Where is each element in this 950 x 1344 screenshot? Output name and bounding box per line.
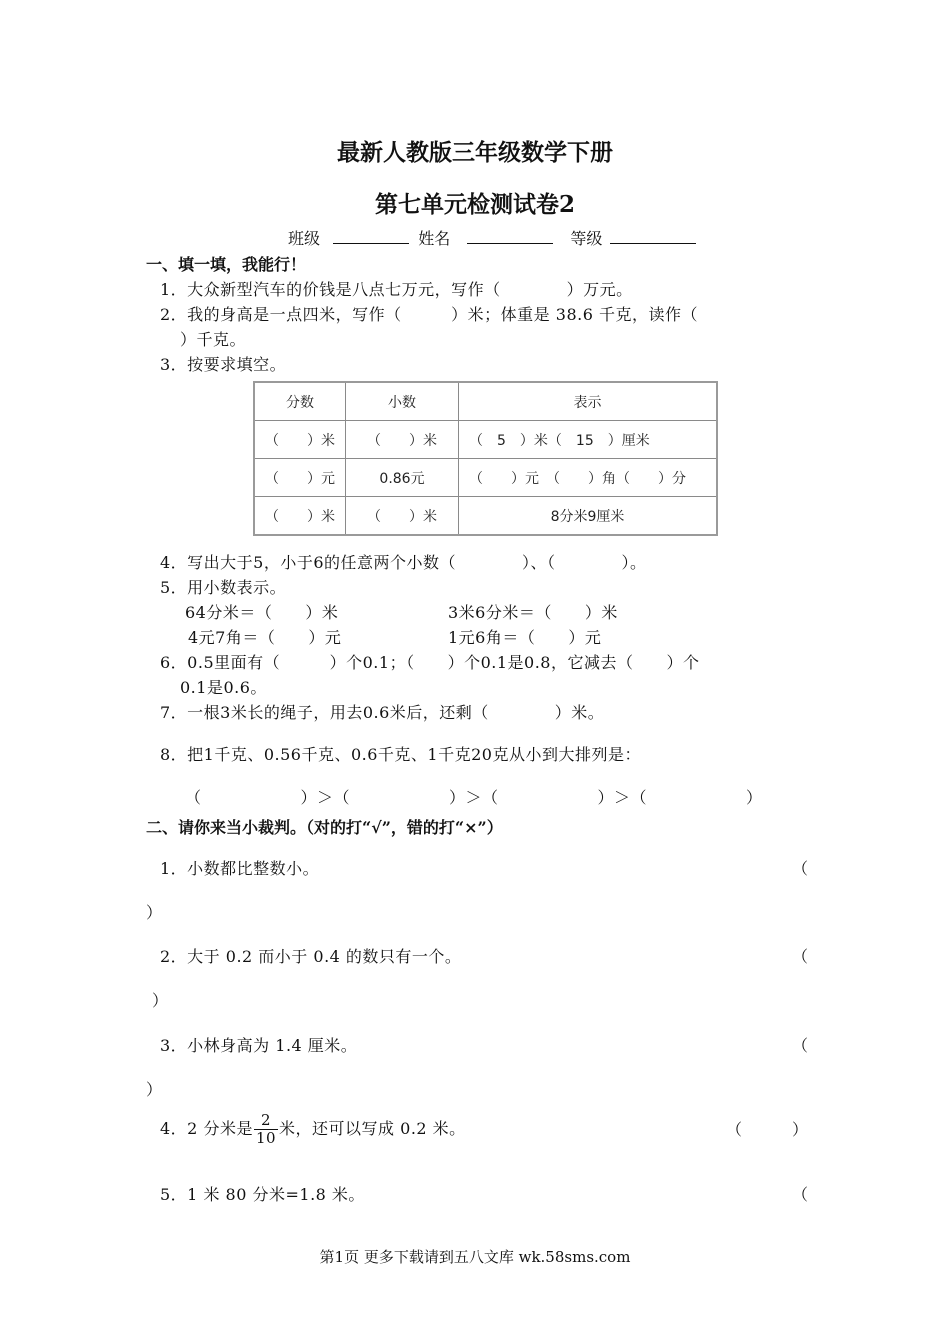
page-subtitle: 第七单元检测试卷2	[374, 191, 575, 218]
judge-1-close-paren: ）	[146, 903, 163, 922]
student-info	[288, 226, 696, 249]
judge-3-open-paren[interactable]: （	[792, 1036, 809, 1055]
question-2-line1: 2．我的身高是一点四米，写作（ ）米；体重是 38.6 千克，读作（	[160, 305, 698, 324]
header-decimal: 小数	[346, 382, 459, 421]
grade-blank[interactable]	[610, 229, 696, 244]
judge-1-open-paren[interactable]: （	[792, 859, 809, 878]
grade-label: 等级	[570, 229, 603, 248]
section1-heading: 一、填一填，我能行！	[146, 255, 307, 274]
fraction-2-10	[254, 1112, 278, 1147]
fraction-numerator: 2	[254, 1112, 278, 1130]
fraction-denominator: 10	[255, 1129, 277, 1147]
conversion-table	[253, 381, 718, 536]
table-cell[interactable]: （ ）米	[346, 421, 459, 459]
judge-2-close-paren: ）	[152, 991, 169, 1010]
judge-question-4	[160, 1108, 466, 1150]
header-fraction: 分数	[254, 382, 346, 421]
question-6-line2: 0.1是0.6。	[180, 678, 267, 697]
section2-heading: 二、请你来当小裁判。（对的打“√”，错的打“×”）	[146, 818, 503, 837]
judge-question-1: 1．小数都比整数小。	[160, 859, 320, 878]
judge-4-prefix: 4．2 分米是	[160, 1119, 253, 1138]
question-8: 8．把1千克、0.56千克、0.6千克、1千克20克从小到大排列是：	[160, 745, 641, 764]
question-5: 5．用小数表示。	[160, 578, 287, 597]
question-1: 1．大众新型汽车的价钱是八点七万元，写作（ ）万元。	[160, 280, 633, 299]
table-cell[interactable]: （ ）元	[254, 459, 346, 497]
table-cell[interactable]: （ ）米	[254, 421, 346, 459]
table-cell[interactable]: （ ）米	[254, 497, 346, 536]
judge-4-suffix: 米，还可以写成 0.2 米。	[279, 1119, 466, 1138]
table-header-row	[254, 382, 717, 421]
question-2-line2: ）千克。	[180, 330, 247, 349]
judge-4-paren[interactable]: （ ）	[726, 1120, 809, 1139]
question-8-answer[interactable]: （ ）＞（ ）＞（ ）＞（ ）	[185, 788, 763, 807]
judge-question-2: 2．大于 0.2 而小于 0.4 的数只有一个。	[160, 947, 462, 966]
question-3: 3．按要求填空。	[160, 355, 287, 374]
judge-2-open-paren[interactable]: （	[792, 947, 809, 966]
question-5c: 4元7角＝（ ）元	[188, 628, 342, 647]
judge-question-3: 3．小林身高为 1.4 厘米。	[160, 1036, 358, 1055]
question-6-line1: 6．0.5里面有（ ）个0.1；（ ）个0.1是0.8，它减去（ ）个	[160, 653, 700, 672]
name-label: 姓名	[418, 229, 451, 248]
table-row	[254, 497, 717, 536]
table-cell: 8分米9厘米	[459, 497, 718, 536]
question-4: 4．写出大于5，小于6的任意两个小数（ ）、（ ）。	[160, 553, 647, 572]
page-footer: 第1页 更多下载请到五八文库 wk.58sms.com	[319, 1248, 631, 1266]
table-row	[254, 459, 717, 497]
table-row	[254, 421, 717, 459]
table-cell[interactable]: （ 5 ）米（ 15 ）厘米	[459, 421, 718, 459]
table-cell: 0.86元	[346, 459, 459, 497]
question-7: 7．一根3米长的绳子，用去0.6米后，还剩（ ）米。	[160, 703, 605, 722]
page-title: 最新人教版三年级数学下册	[337, 139, 613, 166]
table-cell[interactable]: （ ）元 （ ）角（ ）分	[459, 459, 718, 497]
name-blank[interactable]	[467, 229, 553, 244]
judge-question-5: 5．1 米 80 分米=1.8 米。	[160, 1185, 365, 1204]
question-5a: 64分米＝（ ）米	[185, 603, 339, 622]
class-label: 班级	[288, 229, 321, 248]
header-represent: 表示	[459, 382, 718, 421]
judge-3-close-paren: ）	[146, 1080, 163, 1099]
class-blank[interactable]	[333, 229, 409, 244]
question-5d: 1元6角＝（ ）元	[448, 628, 602, 647]
table-cell[interactable]: （ ）米	[346, 497, 459, 536]
question-5b: 3米6分米＝（ ）米	[448, 603, 618, 622]
judge-5-open-paren[interactable]: （	[792, 1185, 809, 1204]
